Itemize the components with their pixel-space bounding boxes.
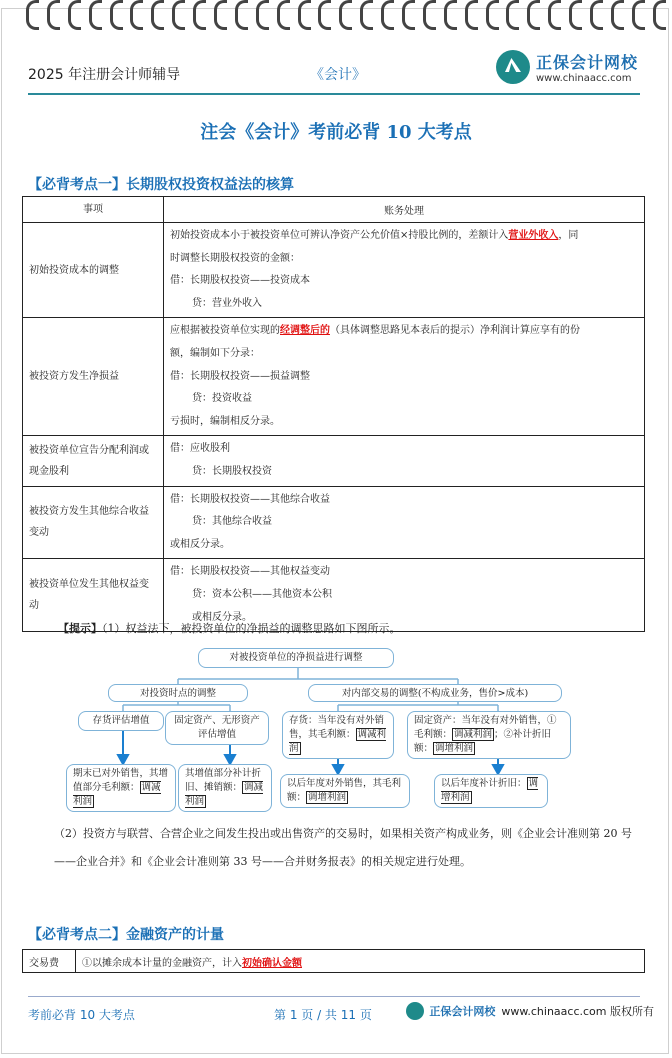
diagram-node-fixed-trade <box>407 711 571 759</box>
brand-url: www.chinaacc.com <box>535 73 632 84</box>
table-row <box>23 950 645 973</box>
diagram-node-inventory: 存货评估增值 <box>78 711 164 731</box>
row-entry <box>164 223 645 318</box>
diagram-boxed-text: 调减利润 <box>454 729 493 740</box>
binder-ring-icon <box>130 0 143 30</box>
binder-ring-icon <box>318 0 331 30</box>
diagram-node-internal-trade: 对内部交易的调整(不构成业务，售价>成本) <box>308 684 562 702</box>
footer-title: 考前必背 10 大考点 <box>28 1008 135 1022</box>
diagram-boxed-text: 调减利润 <box>73 782 161 807</box>
entry-text: 借：长期股权投资——投资成本 <box>170 275 310 287</box>
tip-text: （1）权益法下，被投资单位的净损益的调整思路如下图所示。 <box>102 622 401 635</box>
row-item: 被投资单位宣告分配利润或现金股利 <box>23 436 164 486</box>
footer-brand <box>406 1002 654 1020</box>
table-header-row <box>23 197 645 223</box>
binder-ring-icon <box>193 0 206 30</box>
diagram-node-investment-date: 对投资时点的调整 <box>108 684 248 702</box>
entry-text: 或相反分录。 <box>192 611 252 623</box>
diagram-boxed-text: 调增利润 <box>441 778 539 803</box>
binder-ring-icon <box>486 0 499 30</box>
row-item: 被投资单位发生其他权益变动 <box>23 559 164 632</box>
binder-ring-icon <box>653 0 666 30</box>
entry-text: ，同 <box>558 230 579 241</box>
entry-text: （具体调整思路见本表后的提示）净利润计算应享有的份 <box>330 325 580 337</box>
tip <box>58 620 401 636</box>
entry-text: 借：长期股权投资——其他综合收益 <box>170 493 330 505</box>
entry-text: 借：长期股权投资——其他权益变动 <box>170 566 330 578</box>
entry-text: 贷：长期股权投资 <box>192 465 272 477</box>
entry-text: 亏损时，编制相反分录。 <box>170 415 280 427</box>
row-entry <box>76 950 645 973</box>
page-number: 第 1 页 / 共 11 页 <box>274 1008 372 1022</box>
binder-ring-icon <box>611 0 624 30</box>
row-item: 被投资方发生其他综合收益变动 <box>23 486 164 559</box>
highlight-text: 初始确认金额 <box>242 957 302 969</box>
adjustment-diagram <box>68 645 578 815</box>
binder-ring-icon <box>26 0 39 30</box>
binder-ring-icon <box>444 0 457 30</box>
brand-logo-icon <box>406 1002 424 1020</box>
diagram-text: 以后年度补计折旧： <box>441 778 527 789</box>
brand-logo-icon <box>496 50 530 84</box>
tip-label: 【提示】 <box>58 622 102 635</box>
binder-ring-icon <box>235 0 248 30</box>
diagram-node-stock <box>282 711 394 759</box>
diagram-text: ；②补计折旧额： <box>414 729 552 754</box>
diagram-text: 存货：当年没有对外销售，其毛利额： <box>289 715 385 740</box>
entry-text: ①以摊余成本计量的金融资产，计入 <box>82 957 242 969</box>
binder-ring-icon <box>68 0 81 30</box>
entry-text: 贷：资本公积——其他资本公积 <box>192 588 332 600</box>
entry-text: 贷：其他综合收益 <box>192 516 272 528</box>
binder-ring-icon <box>172 0 185 30</box>
binder-ring-icon <box>277 0 290 30</box>
binder-ring-icon <box>506 0 519 30</box>
highlight-text: 经调整后的 <box>280 325 330 337</box>
binder-ring-icon <box>151 0 164 30</box>
diagram-boxed-text: 调减利润 <box>289 729 387 754</box>
binder-ring-icon <box>423 0 436 30</box>
diagram-root: 对被投资单位的净损益进行调整 <box>198 648 394 668</box>
page-title: 注会《会计》考前必背 10 大考点 <box>200 122 472 143</box>
binder-ring-icon <box>381 0 394 30</box>
binder-ring-icon <box>465 0 478 30</box>
page-header <box>28 53 640 90</box>
header-divider <box>28 93 640 95</box>
binder-ring-icon <box>548 0 561 30</box>
row-item: 交易费 <box>23 950 76 973</box>
binder-ring-icon <box>360 0 373 30</box>
brand-name: 正保会计网校 <box>535 53 638 72</box>
diagram-leaf-fixed <box>178 764 272 812</box>
binder-ring-icon <box>214 0 227 30</box>
entry-text: 贷：投资收益 <box>192 393 252 405</box>
binder-ring-icon <box>110 0 123 30</box>
tip-paragraph-2: （2）投资方与联营、合营企业之间发生投出或出售资产的交易时，如果相关资产构成业务，则《企业会计准则第 20 号——企业合并》和《企业会计准则第 33 号——合并财务报表》的相关规定进行处理。 <box>54 827 632 868</box>
row-entry <box>164 436 645 486</box>
binder-ring-icon <box>256 0 269 30</box>
table-row <box>23 486 645 559</box>
row-item: 被投资方发生净损益 <box>23 318 164 436</box>
binder-ring-icon <box>47 0 60 30</box>
diagram-boxed-text: 调增利润 <box>308 792 347 803</box>
diagram-text: 固定资产：当年没有对外销售，①毛利额： <box>414 715 557 740</box>
highlight-text: 营业外收入 <box>508 230 559 241</box>
row-entry <box>164 318 645 436</box>
entry-text: 时调整长期股权投资的金额： <box>170 252 300 264</box>
entry-text: 应根据被投资单位实现的 <box>170 325 280 337</box>
diagram-text: 以后年度对外销售，其毛利额： <box>287 778 402 803</box>
diagram-text: 其增值部分补计折旧、摊销额： <box>185 768 262 793</box>
diagram-leaf-inventory <box>66 764 176 812</box>
entry-text: 或相反分录。 <box>170 538 230 550</box>
table-row <box>23 436 645 486</box>
binder-rings <box>26 0 666 36</box>
column-header: 账务处理 <box>164 197 645 223</box>
entry-text: 借：应收股利 <box>170 443 230 455</box>
diagram-boxed-text: 调增利润 <box>435 743 474 754</box>
diagram-leaf-fixed-trade <box>434 774 548 808</box>
entry-text: 贷：营业外收入 <box>192 297 262 309</box>
table-row <box>23 318 645 436</box>
footer-divider <box>28 996 640 997</box>
binder-ring-icon <box>527 0 540 30</box>
binder-ring-icon <box>632 0 645 30</box>
entry-text: 初始投资成本小于被投资单位可辨认净资产公允价值×持股比例的，差额计入 <box>170 230 509 241</box>
binder-ring-icon <box>339 0 352 30</box>
diagram-boxed-text: 调减利润 <box>185 782 264 807</box>
brand-logo[interactable] <box>496 50 638 84</box>
entry-text: 额，编制如下分录： <box>170 347 260 359</box>
footer-copyright: www.chinaacc.com 版权所有 <box>501 1005 654 1018</box>
entry-text: 借：长期股权投资——损益调整 <box>170 370 310 382</box>
row-item: 初始投资成本的调整 <box>23 223 164 318</box>
binder-ring-icon <box>298 0 311 30</box>
table-row <box>23 223 645 318</box>
row-entry <box>164 486 645 559</box>
diagram-leaf-stock <box>280 774 410 808</box>
binder-ring-icon <box>89 0 102 30</box>
section-title-1: 【必背考点一】长期股权投资权益法的核算 <box>28 177 294 193</box>
financial-assets-table <box>22 949 645 973</box>
section-title-2: 【必背考点二】金融资产的计量 <box>28 927 224 943</box>
subject-title: 《会计》 <box>310 67 366 83</box>
binder-ring-icon <box>590 0 603 30</box>
footer-brand-name: 正保会计网校 <box>429 1005 496 1018</box>
diagram-text: 期末已对外销售，其增值部分毛利额： <box>73 768 169 793</box>
column-header: 事项 <box>23 197 164 223</box>
course-title: 2025 年注册会计师辅导 <box>28 67 181 83</box>
equity-method-table <box>22 196 645 632</box>
diagram-node-fixed-assets: 固定资产、无形资产评估增值 <box>165 711 269 745</box>
binder-ring-icon <box>402 0 415 30</box>
binder-ring-icon <box>569 0 582 30</box>
